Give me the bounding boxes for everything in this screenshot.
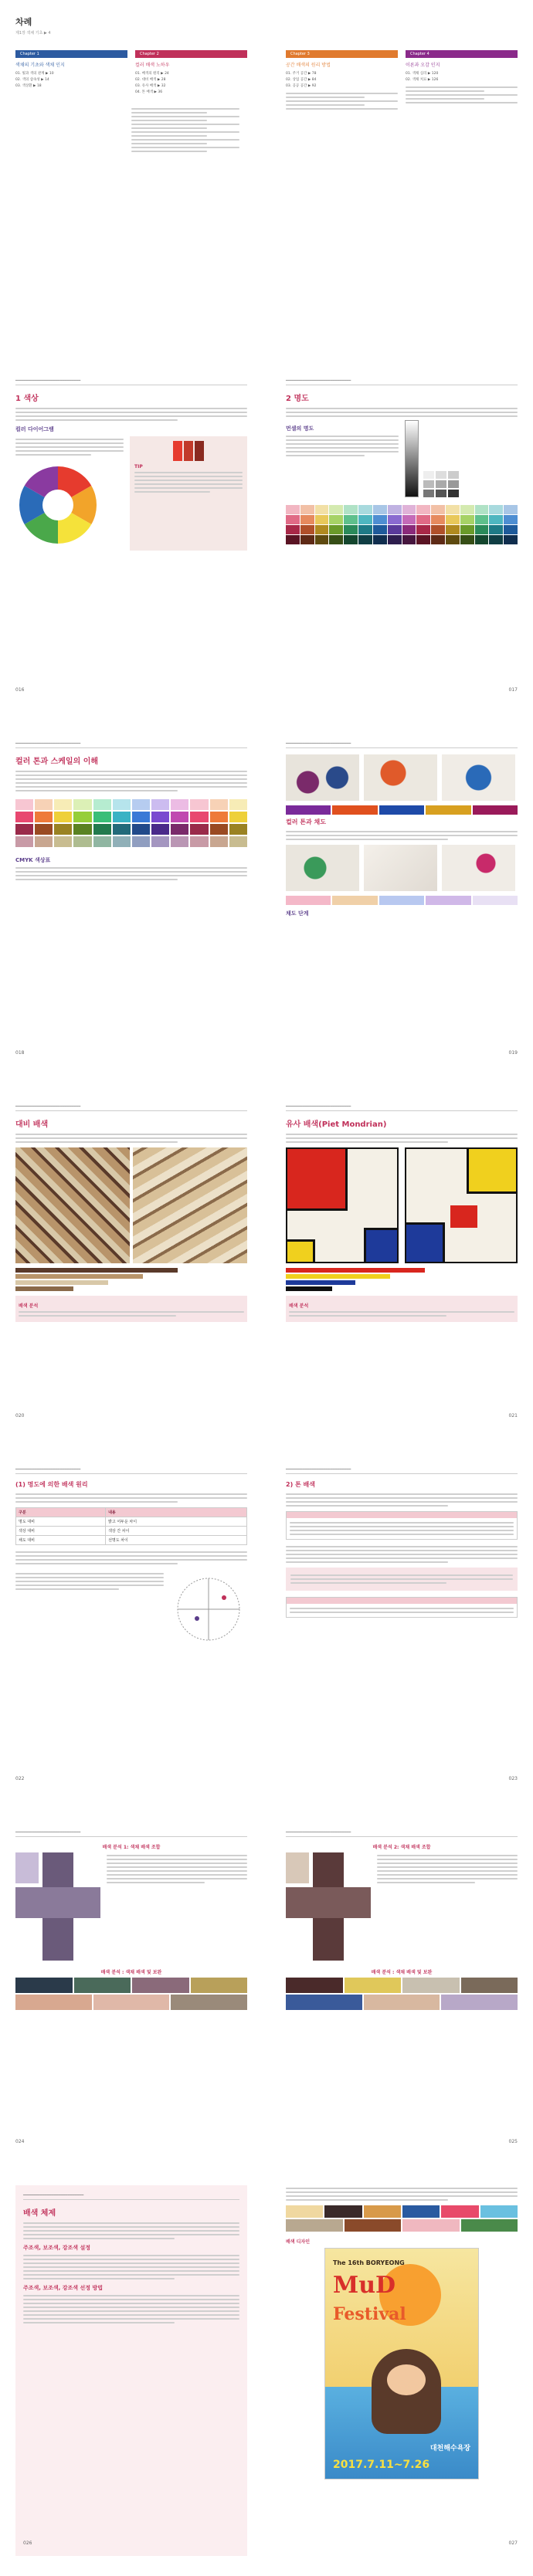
table-row (16, 1527, 247, 1536)
tone-spread (0, 726, 533, 1056)
mondrian-page: ━━━━━━━━━━━━━━━━━━━━━━━━━━━━ 유사 배색(Piet Mondrian) 배색 분석 021 (286, 1104, 518, 1418)
principle-right-page: ━━━━━━━━━━━━━━━━━━━━━━━━━━━━ 2) 톤 배색 023 (286, 1467, 518, 1781)
section-subtitle: 배색 디자인 (286, 2239, 311, 2245)
toc-spread (0, 0, 533, 324)
section-subtitle-2: 주조색, 보조색, 강조색 선정 방법 (23, 2285, 103, 2291)
chapter1-title: 색채의 기초와 색채 인지 (15, 63, 65, 68)
art-spread (0, 1089, 533, 1418)
section-subtitle: 채도 단계 (286, 910, 309, 917)
paint-photo (364, 845, 437, 891)
poster-line1: The 16th BORYEONG (333, 2259, 405, 2266)
table-cell: 밝고 어두운 차이 (106, 1517, 247, 1527)
system-right-page: 배색 디자인 The 16th BORYEONG MuD Festival 대천해수욕장 2017.7.11~7.26 027 (286, 2185, 518, 2479)
table-header: 구분 (16, 1508, 106, 1517)
analysis-box (15, 1296, 247, 1322)
saturation-page: ━━━━━━━━━━━━━━━━━━━━━━━━━━━━ 컬러 톤과 채도 채도 단계 019 (286, 741, 518, 1056)
section-title: 컬러 톤과 스케일의 이해 (15, 758, 99, 766)
artwork-image (133, 1147, 247, 1263)
table-cell: 색상 간 차이 (106, 1527, 247, 1536)
analysis-box (286, 1296, 518, 1322)
palette-left-page: ━━━━━━━━━━━━━━━━━━━━━━━━━━━━ 배색 분석 1: 색채 배색 조합 배색 분석 : 색채 배색 및 보완 024 (15, 1830, 247, 2012)
poster-character-face (387, 2364, 426, 2395)
toc-subtitle: 제1장 색채 기초 ▶ 4 (15, 31, 51, 36)
artwork-image (15, 1147, 130, 1263)
hue-page: ━━━━━━━━━━━━━━━━━━━━━━━━━━━━ 1 색상 컬러 다이어그램 TIP 016 (15, 378, 247, 551)
principle-table (15, 1507, 247, 1545)
page-header: ━━━━━━━━━━━━━━━━━━━━━━━━━━ (23, 2193, 239, 2200)
paint-photo (442, 754, 515, 801)
system-spread (0, 2178, 533, 2571)
analysis-title: 배색 분석 (289, 1303, 309, 1309)
table-cell: 명도 대비 (16, 1517, 106, 1527)
paint-photo (442, 845, 515, 891)
toc-right-page (286, 43, 518, 112)
page-header: ━━━━━━━━━━━━━━━━━━━━━━━━━━━━ (286, 741, 518, 748)
value-page: ━━━━━━━━━━━━━━━━━━━━━━━━━━━━ 2 명도 먼셀의 명도 017 (286, 378, 518, 693)
section-title: 대비 배색 (15, 1120, 49, 1129)
color-wheel-chart (15, 463, 100, 547)
chapter3-item[interactable]: 01. 주거 공간 ▶ 78 (286, 72, 317, 76)
page-header: ━━━━━━━━━━━━━━━━━━━━━━━━━━━━ (15, 1104, 247, 1111)
chapter2-tag: Chapter 2 (135, 50, 247, 58)
contrast-page: ━━━━━━━━━━━━━━━━━━━━━━━━━━━━ 대비 배색 배색 분석 020 (15, 1104, 247, 1322)
section-title: 배색 분석 2: 색채 배색 조합 (372, 1845, 431, 1850)
page-number: 026 (23, 2540, 32, 2546)
section-subtitle: 배색 분석 : 색채 배색 및 보완 (371, 1970, 433, 1975)
paint-photo (286, 754, 359, 801)
section-subtitle: CMYK 색상표 (15, 857, 51, 863)
page-header: ━━━━━━━━━━━━━━━━━━━━━━━━━━━━ (286, 1830, 518, 1837)
page-header: ━━━━━━━━━━━━━━━━━━━━━━━━━━━━ (286, 1104, 518, 1111)
polar-diagram (170, 1571, 247, 1648)
chapter2-item[interactable]: 04. 톤 배색 ▶ 36 (135, 90, 163, 94)
chapter2-item[interactable]: 02. 대비 배색 ▶ 28 (135, 78, 166, 82)
chapter3-tag: Chapter 3 (286, 50, 398, 58)
cross-figure (15, 1852, 100, 1961)
principle-spread (0, 1452, 533, 1781)
chapter1-item[interactable]: 01. 빛과 색의 관계 ▶ 10 (15, 72, 54, 76)
chapter3-item[interactable]: 02. 상업 공간 ▶ 84 (286, 78, 317, 82)
value-color-grid (286, 505, 518, 544)
cross-figure (286, 1852, 371, 1961)
section-title: 2) 톤 배색 (286, 1481, 315, 1488)
tip-box (130, 436, 247, 551)
paint-photo (364, 754, 437, 801)
chapter4-tag: Chapter 4 (406, 50, 518, 58)
poster-line2: MuD (333, 2272, 396, 2299)
page-header: ━━━━━━━━━━━━━━━━━━━━━━━━━━━━ (286, 1467, 518, 1474)
section-title: 2 명도 (286, 395, 309, 403)
table-cell: 채도 대비 (16, 1536, 106, 1545)
table-row (16, 1536, 247, 1545)
hue-value-spread (0, 363, 533, 693)
poster-dates: 2017.7.11~7.26 (333, 2459, 430, 2471)
mud-festival-poster (324, 2248, 479, 2479)
chapter4-item[interactable]: 01. 색채 심리 ▶ 120 (406, 72, 439, 76)
section-subtitle: 주조색, 보조색, 강조색 설정 (23, 2245, 91, 2251)
chapter2-item[interactable]: 01. 배색의 원리 ▶ 24 (135, 72, 169, 76)
paint-photo (286, 845, 359, 891)
table-cell: 색상 대비 (16, 1527, 106, 1536)
page-header: ━━━━━━━━━━━━━━━━━━━━━━━━━━━━ (15, 741, 247, 748)
mondrian-painting (286, 1147, 399, 1263)
section-title: (1) 명도에 의한 배색 원리 (15, 1481, 88, 1488)
chapter2-title: 컬러 배색 노하우 (135, 63, 170, 68)
table-row (16, 1517, 247, 1527)
principle-left-page: ━━━━━━━━━━━━━━━━━━━━━━━━━━━━ (1) 명도에 의한 배색 원리 구분 내용 명도 대비 밝고 어두운 차이 색상 대비 색상 간 차이 채도 대비 선명도 차이 022 (15, 1467, 247, 1648)
tone-color-chart (15, 799, 247, 847)
section-title: 배색 체제 (23, 2209, 56, 2218)
page-header: ━━━━━━━━━━━━━━━━━━━━━━━━━━━━ (15, 1830, 247, 1837)
palette-right-page: ━━━━━━━━━━━━━━━━━━━━━━━━━━━━ 배색 분석 2: 색채 배색 조합 배색 분석 : 색채 배색 및 보완 025 (286, 1830, 518, 2144)
mondrian-painting (405, 1147, 518, 1263)
chapter1-item[interactable]: 02. 색의 삼속성 ▶ 14 (15, 78, 49, 82)
analysis-title: 배색 분석 (19, 1303, 39, 1309)
section-title: 1 색상 (15, 395, 39, 403)
section-title: 유사 배색(Piet Mondrian) (286, 1120, 387, 1129)
page-header: ━━━━━━━━━━━━━━━━━━━━━━━━━━━━ (15, 1467, 247, 1474)
chapter1-tag: Chapter 1 (15, 50, 127, 58)
poster-line3: Festival (333, 2304, 406, 2324)
chapter3-item[interactable]: 03. 공공 공간 ▶ 92 (286, 84, 317, 88)
chapter1-item[interactable]: 03. 색상환 ▶ 18 (15, 84, 42, 88)
palette-spread (0, 1815, 533, 2144)
tone-page: ━━━━━━━━━━━━━━━━━━━━━━━━━━━━ 컬러 톤과 스케일의 이해 CMYK 색상표 018 (15, 741, 247, 883)
page-header: ━━━━━━━━━━━━━━━━━━━━━━━━━━━━ (15, 378, 247, 385)
poster-location: 대천해수욕장 (429, 2445, 470, 2452)
chapter4-title: 이론과 오감 인지 (406, 63, 440, 68)
section-title: 컬러 톤과 채도 (286, 819, 326, 825)
chapter2-item[interactable]: 03. 유사 배색 ▶ 32 (135, 84, 166, 88)
chapter4-item[interactable]: 02. 색채 치료 ▶ 126 (406, 78, 439, 82)
chapter3-title: 공간 배색의 원리 방법 (286, 63, 331, 68)
section-subtitle: 먼셀의 명도 (286, 425, 314, 432)
section-subtitle: 배색 분석 : 색채 배색 및 보완 (100, 1970, 162, 1975)
toc-left-page (15, 15, 247, 154)
table-cell: 선명도 차이 (106, 1536, 247, 1545)
section-subtitle: 컬러 다이어그램 (15, 426, 54, 432)
system-left-page (15, 2185, 247, 2556)
value-scale (405, 420, 419, 497)
section-title: 배색 분석 1: 색채 배색 조합 (102, 1845, 161, 1850)
table-header: 내용 (106, 1508, 247, 1517)
tip-title: TIP (134, 464, 143, 469)
page-header: ━━━━━━━━━━━━━━━━━━━━━━━━━━━━ (286, 378, 518, 385)
toc-title: 차례 (15, 17, 32, 27)
